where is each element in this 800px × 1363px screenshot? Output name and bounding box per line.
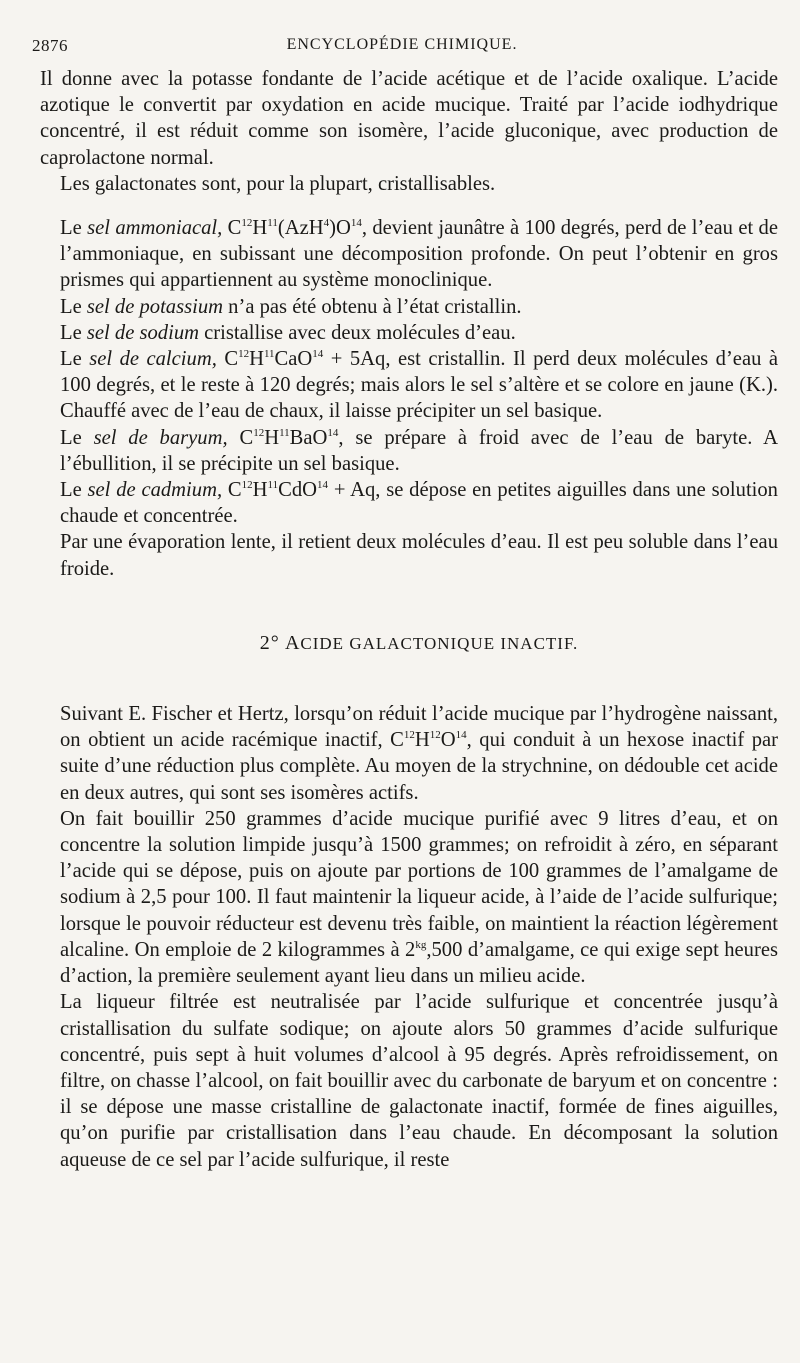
text-run: , se prépare à froid avec de l’eau de baryte. A l’ébullition, il se précipite un sel basique.	[60, 426, 779, 475]
salt-name: sel de cadmium,	[87, 479, 223, 502]
text-run: Le	[60, 321, 87, 344]
formula-sup: 11	[267, 217, 278, 230]
salt-name: sel de baryum,	[93, 426, 228, 449]
salt-name: sel de potassium	[86, 295, 224, 318]
paragraph-text: Il donne avec la potasse fondante de l’acide acétique et de l’acide oxalique. L’acide azotique le convertit par oxydation en acide mucique. Traité par l’acide iodhydrique concentré, il est réduit comme son isomère, l’acide gluconique, avec production de caprolactone normal.	[40, 68, 778, 169]
paragraph-sel-sodium	[60, 320, 778, 346]
text-run: Le	[60, 348, 90, 371]
body-text	[40, 66, 779, 1173]
formula-part: C	[216, 348, 239, 371]
formula-sup: 14	[327, 426, 339, 439]
formula-part: H	[414, 729, 430, 752]
paragraph-sel-cadmium	[60, 477, 778, 529]
formula-sup: 11	[267, 479, 279, 492]
paragraph-filtration	[60, 989, 778, 1172]
text-run: Le	[60, 217, 88, 240]
text-run: + Aq, se dépose en petites aiguilles dans une solution chaude et concentrée.	[60, 479, 778, 528]
formula-sup: 11	[263, 348, 275, 361]
paragraph-evaporation	[60, 529, 778, 581]
text-run: Suivant E. Fischer et Hertz, lorsqu’on réduit l’acide mucique par l’hydrogène naissant, on obtient un acide racémique inactif, C	[60, 703, 778, 752]
paragraph-sel-potassium	[60, 294, 778, 320]
text-run: Le	[60, 426, 94, 449]
formula-part: H	[252, 217, 268, 240]
paragraph-text: Par une évaporation lente, il retient deux molécules d’eau. Il est peu soluble dans l’eau froide.	[60, 531, 778, 580]
formula-sup: 14	[317, 479, 329, 492]
text-run: Le	[60, 295, 87, 318]
formula-part: CaO	[274, 348, 313, 371]
section-title-initial: A	[284, 631, 301, 654]
text-run: cristallise avec deux molécules d’eau.	[198, 321, 516, 344]
running-title: ENCYCLOPÉDIE CHIMIQUE.	[286, 36, 518, 53]
formula-sup: 12	[241, 479, 253, 492]
formula-sup: 14	[312, 348, 324, 361]
formula-part: H	[249, 348, 264, 371]
salt-name: sel ammoniacal,	[87, 217, 223, 240]
section-title-rest: CIDE GALACTONIQUE INACTIF.	[300, 633, 579, 653]
formula-part: CdO	[278, 479, 318, 502]
formula-part: H	[252, 479, 268, 502]
formula-sup: 14	[350, 217, 362, 230]
paragraph-text: La liqueur filtrée est neutralisée par l’acide sulfurique et concentrée jusqu’à cristallisation du sulfate sodique; on ajoute alors 50 grammes d’acide sulfurique concentré, puis sept à huit volumes d’alcool à 95 degrés. Après refroidissement, on filtre, on chasse l’alcool, on fait bouillir avec du carbonate de baryum et on concentre : il se dépose une masse cristalline de galactonate inactif, formée de fines aiguilles, qu’on purifie par cristallisation dans l’eau chaude. En décomposant la solution aqueuse de ce sel par l’acide sulfurique, il reste	[60, 991, 778, 1171]
formula-part: C	[222, 479, 242, 502]
formula-part: H	[264, 426, 280, 449]
page-number: 2876	[32, 36, 68, 55]
paragraph-procedure	[60, 806, 778, 989]
salt-name: sel de sodium	[86, 321, 199, 344]
text-run: On fait bouillir 250 grammes d’acide mucique purifié avec 9 litres d’eau, et on concentre la solution limpide jusqu’à 1500 grammes; on refroidit à zéro, en séparant l’acide qui se dépose, puis on ajoute par portions de 100 grammes de l’amalgame de sodium à 2,5 pour 100. Il faut maintenir la liqueur acide, à l’aide de l’acide sulfurique; lorsque le pouvoir réducteur est devenu très faible, on maintient la réaction légèrement alcaline. On emploie de 2 kilogrammes à 2	[60, 807, 778, 961]
formula-part: BaO	[289, 426, 328, 449]
paragraph-galactonates	[60, 171, 778, 197]
text-run: n’a pas été obtenu à l’état cristallin.	[223, 295, 522, 318]
formula-part: (AzH	[277, 217, 324, 240]
paragraph-sel-calcium	[60, 346, 778, 425]
paragraph-sel-ammoniacal	[60, 215, 778, 294]
text-run: ,500 d’amalgame, ce qui exige sept heures d’action, la première seulement ayant lieu dans un milieu acide.	[60, 938, 778, 988]
formula-sup: 14	[455, 729, 467, 742]
paragraph-fischer-hertz	[60, 701, 778, 806]
section-heading	[60, 630, 778, 657]
text-run: , qui conduit à un hexose inactif par suite d’une réduction plus complète. Au moyen de la strychnine, on dédouble cet acide en deux autres, qui sont ses isomères actifs.	[60, 729, 779, 804]
formula-sup: 12	[238, 348, 250, 361]
salt-name: sel de calcium,	[89, 348, 217, 371]
section-number: 2°	[259, 631, 280, 654]
formula-sup: 12	[241, 217, 253, 230]
text-run: + 5Aq, est cristallin. Il perd deux molécules d’eau à 100 degrés, et le reste à 120 degrés; mais alors le sel s’altère et se colore en jaune (K.). Chauffé avec de l’eau de chaux, il laisse précipiter un sel basique.	[60, 348, 779, 423]
page-header	[32, 36, 772, 62]
text-run: Le	[60, 479, 88, 502]
paragraph-sel-baryum	[60, 425, 778, 477]
formula-part: )O	[329, 217, 351, 240]
formula-sup: 12	[403, 729, 415, 742]
formula-part: C	[222, 217, 242, 240]
formula-part: O	[440, 729, 456, 752]
formula-sup: 12	[253, 426, 265, 439]
paragraph-text: Les galactonates sont, pour la plupart, cristallisables.	[60, 172, 496, 195]
paragraph-potasse	[40, 66, 778, 171]
formula-sup: 11	[279, 426, 290, 439]
formula-sup: 4	[323, 217, 330, 230]
formula-sup: 12	[429, 729, 441, 742]
formula-part: C	[227, 426, 254, 449]
text-run: , devient jaunâtre à 100 degrés, perd de l’eau et de l’ammoniaque, en subissant une décomposition profonde. On peut l’obtenir en gros prismes qui appartiennent au système monoclinique.	[60, 217, 778, 292]
unit-sup: kg	[415, 938, 427, 951]
